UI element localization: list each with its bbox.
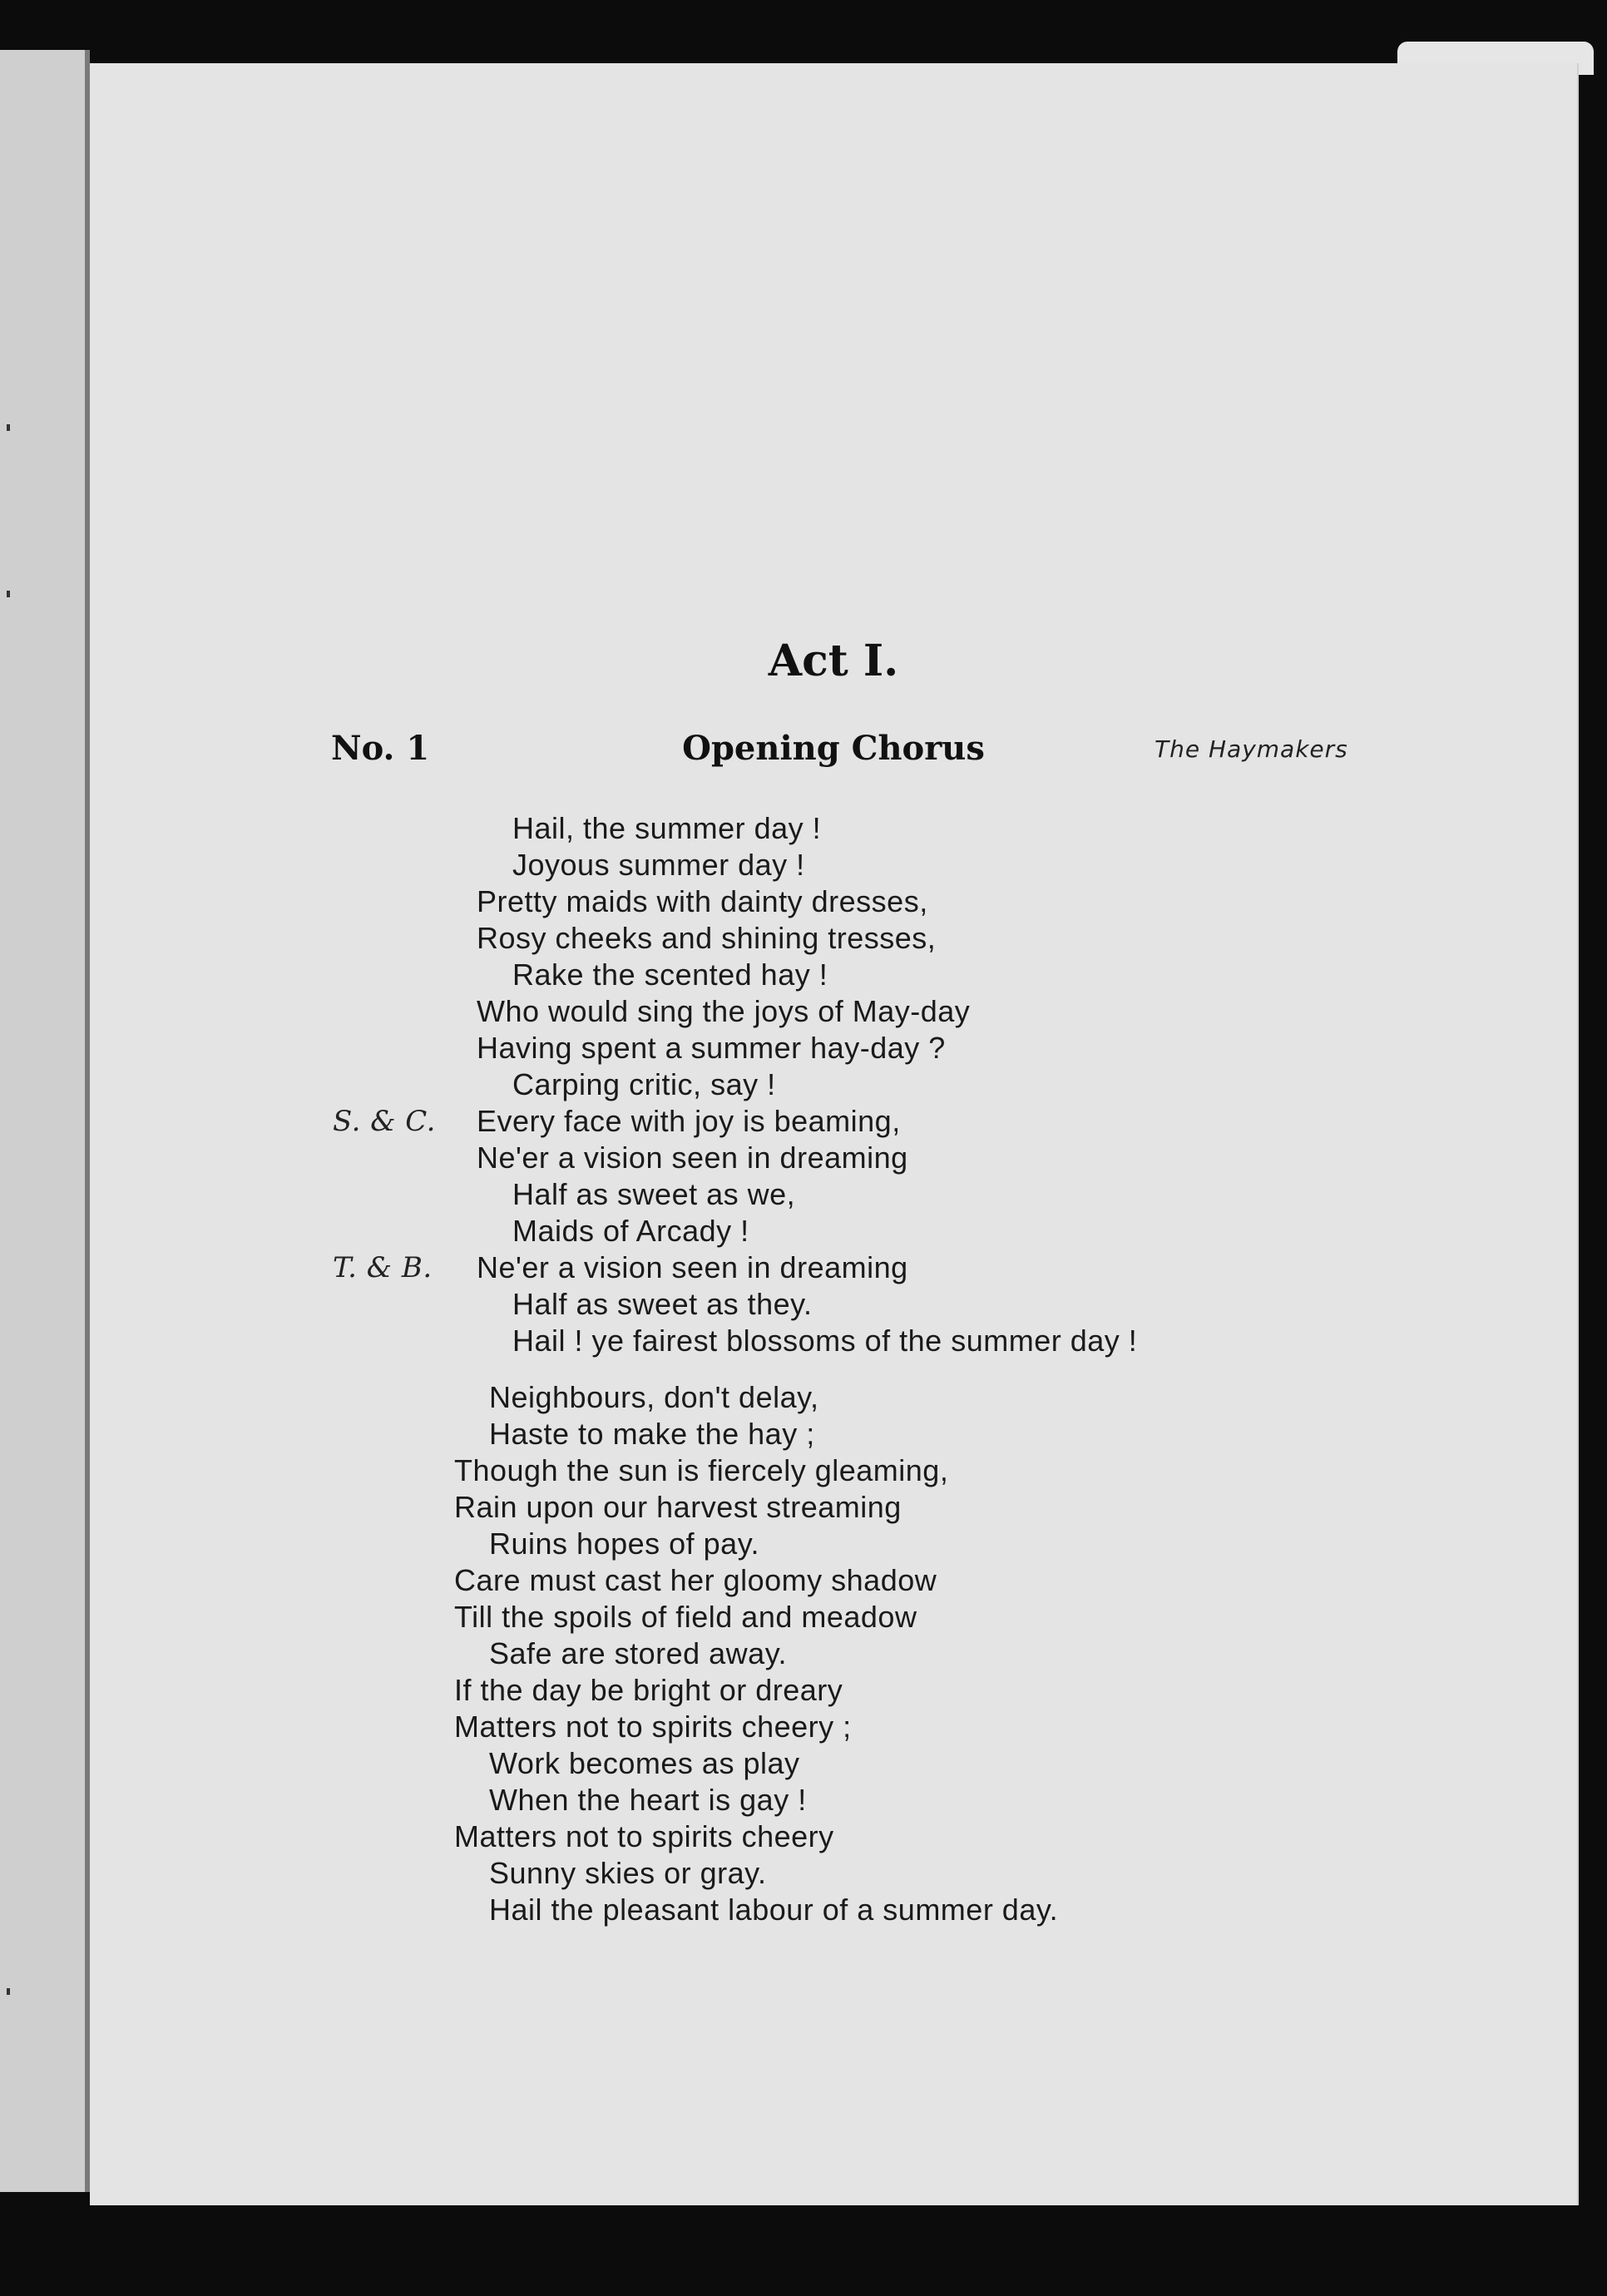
lyric-line xyxy=(90,1249,1577,1286)
lyric-text: Rosy cheeks and shining tresses, xyxy=(477,921,937,955)
lyric-line xyxy=(90,847,1577,883)
lyric-text: Till the spoils of field and meadow xyxy=(454,1600,917,1634)
song-number: No. 1 xyxy=(331,729,430,768)
lyric-text: Carping critic, say ! xyxy=(512,1067,776,1101)
lyric-text: Neighbours, don't delay, xyxy=(489,1380,819,1414)
lyric-line xyxy=(90,810,1577,847)
lyric-line xyxy=(90,1030,1577,1066)
lyric-line xyxy=(90,1672,1577,1709)
lyric-line xyxy=(90,1709,1577,1745)
lyric-line xyxy=(90,1379,1577,1416)
lyric-text: Half as sweet as we, xyxy=(512,1177,796,1211)
lyric-line xyxy=(90,1489,1577,1526)
lyric-line xyxy=(90,1562,1577,1599)
lyric-text: Safe are stored away. xyxy=(489,1636,788,1670)
verse-2 xyxy=(90,1379,1577,1928)
song-header xyxy=(90,729,1577,779)
lyric-text: Though the sun is fiercely gleaming, xyxy=(454,1453,949,1487)
facing-page-edge xyxy=(0,50,85,2192)
lyric-text: When the heart is gay ! xyxy=(489,1783,807,1817)
lyric-text: Rake the scented hay ! xyxy=(512,957,828,992)
lyric-line xyxy=(90,1782,1577,1818)
speaker-label: T. & B. xyxy=(333,1251,433,1284)
lyric-line xyxy=(90,1286,1577,1323)
binding-mark xyxy=(7,591,10,597)
binding-mark xyxy=(7,1988,10,1995)
lyric-text: Ne'er a vision seen in dreaming xyxy=(477,1141,908,1175)
lyric-line xyxy=(90,1892,1577,1928)
lyric-text: Matters not to spirits cheery xyxy=(454,1819,834,1853)
song-attribution: The Haymakers xyxy=(1155,735,1348,763)
lyric-line xyxy=(90,1635,1577,1672)
binding-mark xyxy=(7,424,10,431)
lyric-text: Every face with joy is beaming, xyxy=(477,1104,901,1138)
lyric-text: Joyous summer day ! xyxy=(512,848,805,882)
lyric-text: Maids of Arcady ! xyxy=(512,1214,749,1248)
lyric-text: Ne'er a vision seen in dreaming xyxy=(477,1250,908,1284)
act-title: Act I. xyxy=(768,636,899,686)
lyric-line xyxy=(90,1745,1577,1782)
lyric-text: Rain upon our harvest streaming xyxy=(454,1490,902,1524)
lyric-line xyxy=(90,883,1577,920)
lyric-text: Pretty maids with dainty dresses, xyxy=(477,884,928,918)
lyric-line xyxy=(90,993,1577,1030)
lyric-text: Ruins hopes of pay. xyxy=(489,1527,760,1561)
lyric-text: Hail ! ye fairest blossoms of the summer day ! xyxy=(512,1324,1138,1358)
lyric-line xyxy=(90,1855,1577,1892)
lyric-text: Having spent a summer hay-day ? xyxy=(477,1031,946,1065)
speaker-label: S. & C. xyxy=(333,1105,436,1138)
lyric-line xyxy=(90,1213,1577,1249)
lyric-line xyxy=(90,1599,1577,1635)
lyric-line xyxy=(90,1103,1577,1140)
verse-1 xyxy=(90,810,1577,1359)
lyric-text: Sunny skies or gray. xyxy=(489,1856,767,1890)
lyric-text: If the day be bright or dreary xyxy=(454,1673,843,1707)
lyric-text: Hail, the summer day ! xyxy=(512,811,822,845)
lyric-text: Haste to make the hay ; xyxy=(489,1417,815,1451)
lyric-text: Care must cast her gloomy shadow xyxy=(454,1563,937,1597)
lyric-text: Who would sing the joys of May-day xyxy=(477,994,971,1028)
lyric-line xyxy=(90,1526,1577,1562)
lyric-line xyxy=(90,920,1577,957)
lyric-line xyxy=(90,1176,1577,1213)
document-page xyxy=(90,63,1579,2205)
lyric-line xyxy=(90,1416,1577,1452)
lyric-line xyxy=(90,957,1577,993)
lyric-line xyxy=(90,1140,1577,1176)
lyric-line xyxy=(90,1066,1577,1103)
song-title: Opening Chorus xyxy=(682,729,985,768)
lyric-text: Half as sweet as they. xyxy=(512,1287,813,1321)
lyric-text: Work becomes as play xyxy=(489,1746,800,1780)
lyric-line xyxy=(90,1323,1577,1359)
lyric-text: Matters not to spirits cheery ; xyxy=(454,1710,852,1744)
lyric-text: Hail the pleasant labour of a summer day. xyxy=(489,1893,1059,1927)
lyric-line xyxy=(90,1452,1577,1489)
lyric-line xyxy=(90,1818,1577,1855)
